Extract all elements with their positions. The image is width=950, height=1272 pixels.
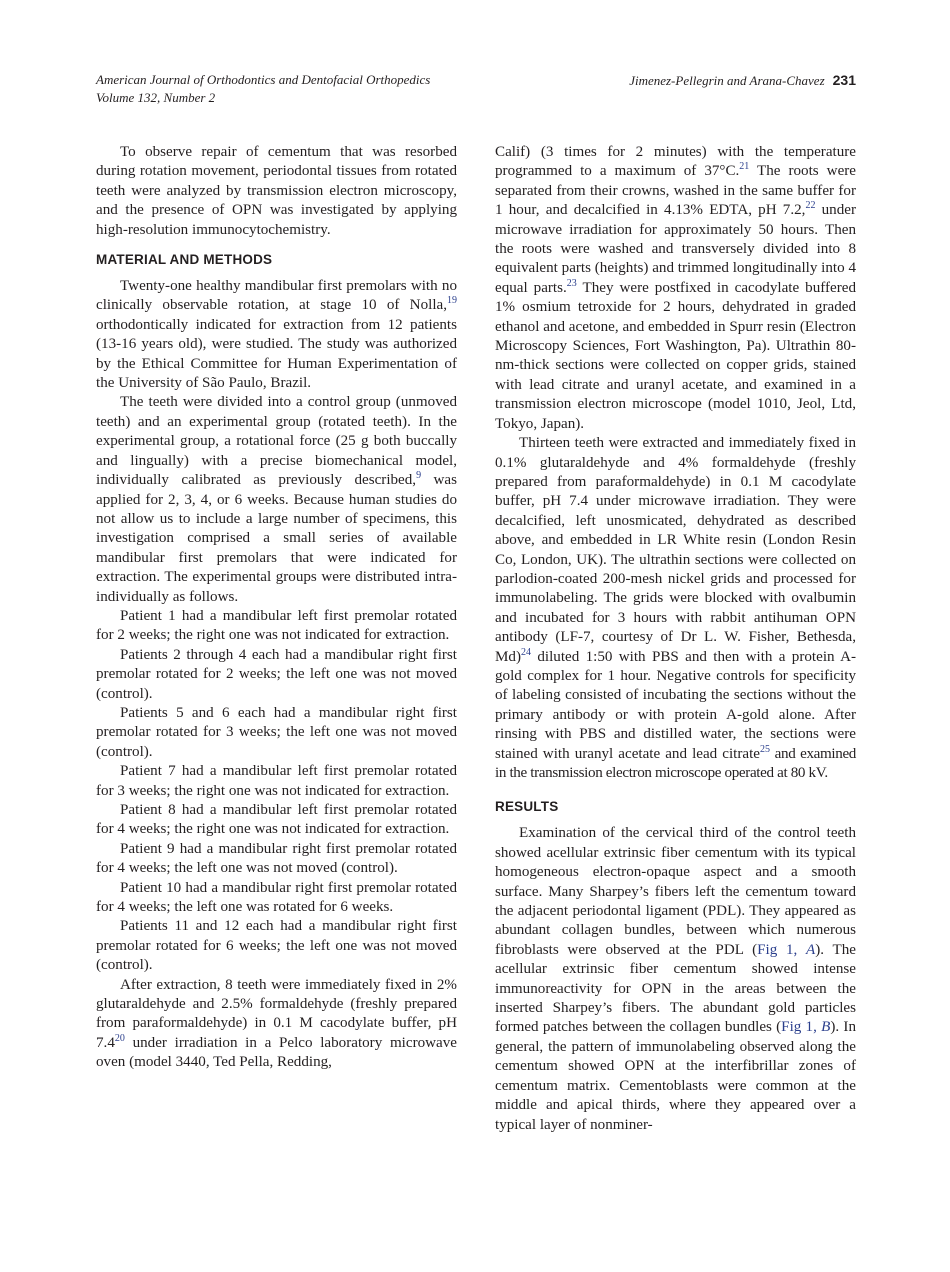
patient-9-paragraph: Patient 9 had a mandibular right first premolar rotated for 4 weeks; the left one was not moved (control).: [96, 840, 457, 877]
results-paragraph-1: Examination of the cervical third of the control teeth showed acellular extrinsic fiber cementum with its typical homogeneous electron-opaque aspect and a smooth surface. Many Sharpey’s fibers left the cementum toward the adjacent periodontal ligament (PDL). They appeared as abundant collagen bundles, between which numerous fibroblasts were observed at the PDL (Fig 1, A). The acellular extrinsic fiber cementum showed intense immunoreactivity for OPN in the areas between the inserted Sharpey’s fibers. The abundant gold particles formed patches between the collagen bundles (Fig 1, B). In general, the pattern of immunolabeling observed along the cementum showed OPN at the interfibrillar zones of cementum matrix. Cementoblasts were common at the middle and apical thirds, where they appeared over a typical layer of nonminer-: [495, 825, 856, 1133]
citation-24[interactable]: 24: [521, 646, 531, 658]
patient-7-paragraph: Patient 7 had a mandibular left first premolar rotated for 3 weeks; the right one was not indicated for extraction.: [96, 763, 457, 799]
patient-8-paragraph: Patient 8 had a mandibular left first premolar rotated for 4 weeks; the right one was not indicated for extraction.: [96, 802, 457, 838]
results-heading: RESULTS: [495, 799, 559, 815]
citation-25[interactable]: 25: [759, 743, 770, 755]
patient-1-paragraph: Patient 1 had a mandibular left first premolar rotated for 2 weeks; the right one was not indicated for extraction.: [96, 607, 457, 644]
running-header-journal: [96, 71, 430, 107]
methods-paragraph-1: Twenty-one healthy mandibular first premolars with no clinically observable rotation, at stage 10 of Nolla,$^{19}$ orthodontically indicated for extraction from 12 patients (13-16 years old), were studied. The study was authorized by the Ethical Committee for Human Experimentation of the University of São Paulo, Brazil.: [96, 278, 457, 392]
figure-1a-link[interactable]: Fig 1, A: [757, 941, 816, 958]
right-column: [495, 143, 856, 1135]
fixation-paragraph-continued: Calif) (3 times for 2 minutes) with the temperature programmed to a maximum of 37°C.$^{21}$ The roots were separated from their crowns, washed in the same buffer for 1 hour, and decalcified in 4.13% EDTA, pH 7.2,22 under microwave irradiation for approximately 50 hours. Then the roots were washed and transversely divided into 8 equivalent parts (heights) and trimmed longitudinally into 4 equal parts.$^{23}$ They were postfixed in cacodylate buffered 1% osmium tetroxide for 2 hours, dehydrated in graded ethanol and acetone, and embedded in Spurr resin (Electron Microscopy Sciences, Fort Washington, Pa). Ultrathin 80-nm-thick sections were collected on copper grids, stained with lead citrate and uranyl acetate, and examined in a transmission electron microscope (model 1010, Jeol, Ltd, Tokyo, Japan).: [495, 144, 857, 432]
citation-9[interactable]: 9: [416, 470, 422, 482]
citation-22[interactable]: 22: [805, 200, 816, 212]
intro-paragraph: To observe repair of cementum that was resorbed during rotation movement, periodontal tissues from rotated teeth were analyzed by transmission electron microscopy, and the presence of OPN was investigated by applying high-resolution immunocytochemistry.: [96, 144, 457, 238]
citation-19[interactable]: 19: [447, 295, 457, 307]
figure-1b-link[interactable]: Fig 1, B: [781, 1019, 831, 1036]
page-number: 231: [832, 72, 856, 88]
patient-10-paragraph: Patient 10 had a mandibular right first premolar rotated for 4 weeks; the left one was rotated for 6 weeks.: [96, 879, 457, 916]
methods-heading: MATERIAL AND METHODS: [96, 252, 273, 268]
immunolabeling-paragraph: Thirteen teeth were extracted and immediately fixed in 0.1% glutaraldehyde and 4% formaldehyde (freshly prepared from paraformaldehyde) in 0.1 M cacodylate buffer, pH 7.4 under microwave irradiation. They were decalcified, left unosmicated, dehydrated as described above, and embedded in LR White resin (London Resin Co, London, UK). The ultrathin sections were collected on parlodion-coated 200-mesh nickel grids and processed for immunolabeling. The grids were blocked with ovalbumin and incubated for 3 hours with rabbit antihuman OPN antibody (LF-7, courtesy of Dr L. W. Fisher, Bethesda, Md)$^{24}$ diluted 1:50 with PBS and then with a protein A-gold complex for 1 hour. Negative controls for specificity of labeling consisted of incubating the sections without the primary antibody or with protein A-gold alone. After rinsing with PBS and distilled water, the sections were stained with uranyl acetate and lead citrate$^{25}$ and examined in the transmission electron microscope operated at 80 kV.: [495, 435, 857, 781]
left-column: [96, 143, 457, 1073]
running-header-authors: [629, 71, 856, 90]
author-names: Jimenez-Pellegrin and Arana-Chavez: [629, 73, 825, 88]
journal-title: American Journal of Orthodontics and Dentofacial Orthopedics: [96, 72, 431, 87]
patients-2-4-paragraph: Patients 2 through 4 each had a mandibular right first premolar rotated for 2 weeks; the left one was not moved (control).: [96, 646, 457, 702]
citation-21[interactable]: 21: [739, 161, 750, 173]
extraction-paragraph: After extraction, 8 teeth were immediately fixed in 2% glutaraldehyde and 2.5% formaldehyde (freshly prepared from paraformaldehyde) in 0.1 M cacodylate buffer, pH $7.4^{20}$ under irradiation in a Pelco laboratory microwave oven (model 3440, Ted Pella, Redding,: [96, 976, 457, 1071]
patients-11-12-paragraph: Patients 11 and 12 each had a mandibular right first premolar rotated for 6 weeks; the left one was not moved (control).: [96, 918, 457, 974]
citation-23[interactable]: 23: [566, 277, 577, 289]
methods-paragraph-2: The teeth were divided into a control group (unmoved teeth) and an experimental group (rotated teeth). In the experimental group, a rotational force (25 g both buccally and lingually) with a precise biomechanical model, individually calibrated as previously described,$^9$ was applied for 2, 3, 4, or 6 weeks. Because human studies do not allow us to include a large number of specimens, this investigation comprised a small series of available mandibular first premolars that were indicated for extraction. The experimental groups were distributed intra-individually as follows.: [96, 394, 457, 605]
patients-5-6-paragraph: Patients 5 and 6 each had a mandibular right first premolar rotated for 3 weeks; the left one was not moved (control).: [96, 704, 457, 760]
journal-volume: Volume 132, Number 2: [96, 90, 216, 105]
citation-20[interactable]: 20: [114, 1032, 125, 1044]
